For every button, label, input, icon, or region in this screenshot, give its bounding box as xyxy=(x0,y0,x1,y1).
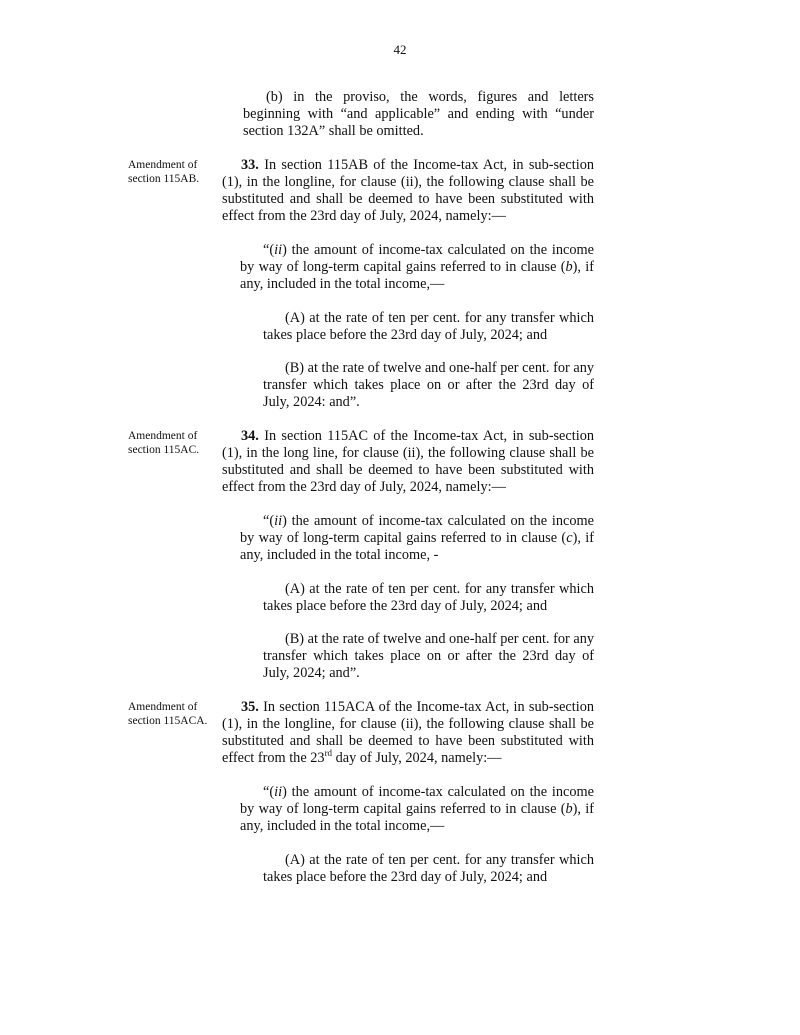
section-35-text: In section 115ACA of the Income-tax Act, in sub-section (1), in the longline, for clause (ii), the following clause shall be substituted and shall be deemed to have been substituted with effect from the 23 xyxy=(222,699,595,766)
ordinal-superscript: rd xyxy=(324,748,333,759)
section-35-text-end: day of July, 2024, namely:— xyxy=(332,750,502,766)
section-35-clause-ii xyxy=(240,784,594,835)
section-34-text: In section 115AC of the Income-tax Act, in sub-section (1), in the long line, for clause (ii), the following clause shall be substituted and shall be deemed to have been substituted with effect from the 23rd day of July, 2024, namely:— xyxy=(222,428,594,495)
section-34-number: 34. xyxy=(241,428,259,444)
intro-clause-b: (b) in the proviso, the words, figures and letters beginning with “and applicable” and ending with “under section 132A” shall be omitted. xyxy=(243,89,594,139)
section-34-sub-a: (A) at the rate of ten per cent. for any transfer which takes place before the 23rd day of July, 2024; and xyxy=(263,581,594,614)
quote-open: “( xyxy=(263,513,275,529)
clause-letter: b xyxy=(565,801,573,817)
page-number: 42 xyxy=(393,42,407,57)
clause-end: ), if any, included in the total income,— xyxy=(240,801,594,834)
section-33-sub-a: (A) at the rate of ten per cent. for any transfer which takes place before the 23rd day of July, 2024; and xyxy=(263,310,594,343)
section-33-sub-b: (B) at the rate of twelve and one-half per cent. for any transfer which takes place on or after the 23rd day of July, 2024: and”. xyxy=(263,360,594,410)
clause-end: ), if any, included in the total income, - xyxy=(240,530,594,563)
section-35-sub-a: (A) at the rate of ten per cent. for any transfer which takes place before the 23rd day of July, 2024; and xyxy=(263,852,594,885)
section-34-clause-ii xyxy=(240,513,594,564)
clause-text: ) the amount of income-tax calculated on the income by way of long-term capital gains referred to in clause ( xyxy=(240,242,594,275)
clause-roman: ii xyxy=(274,242,283,258)
clause-roman: ii xyxy=(274,513,283,529)
clause-text: ) the amount of income-tax calculated on the income by way of long-term capital gains referred to in clause ( xyxy=(240,513,594,546)
section-35-number: 35. xyxy=(241,699,259,715)
clause-roman: ii xyxy=(274,784,283,800)
section-33-body xyxy=(222,157,594,225)
margin-note-section-35: Amendment of section 115ACA. xyxy=(128,701,208,727)
clause-letter: b xyxy=(565,259,573,275)
margin-note-section-33: Amendment of section 115AB. xyxy=(128,159,200,185)
quote-open: “( xyxy=(263,242,275,258)
clause-end: ), if any, included in the total income,— xyxy=(240,259,594,292)
quote-open: “( xyxy=(263,784,275,800)
section-33-number: 33. xyxy=(241,157,259,173)
section-33-clause-ii xyxy=(240,242,594,293)
section-34-sub-b: (B) at the rate of twelve and one-half per cent. for any transfer which takes place on or after the 23rd day of July, 2024; and”. xyxy=(263,631,594,681)
section-35-body xyxy=(222,699,594,767)
clause-text: ) the amount of income-tax calculated on the income by way of long-term capital gains referred to in clause ( xyxy=(240,784,594,817)
section-33-text: In section 115AB of the Income-tax Act, in sub-section (1), in the longline, for clause (ii), the following clause shall be substituted and shall be deemed to have been substituted with effect from the 23rd day of July, 2024, namely:— xyxy=(222,157,594,224)
clause-letter: c xyxy=(566,530,573,546)
margin-note-section-34: Amendment of section 115AC. xyxy=(128,430,200,456)
section-34-body xyxy=(222,428,594,496)
